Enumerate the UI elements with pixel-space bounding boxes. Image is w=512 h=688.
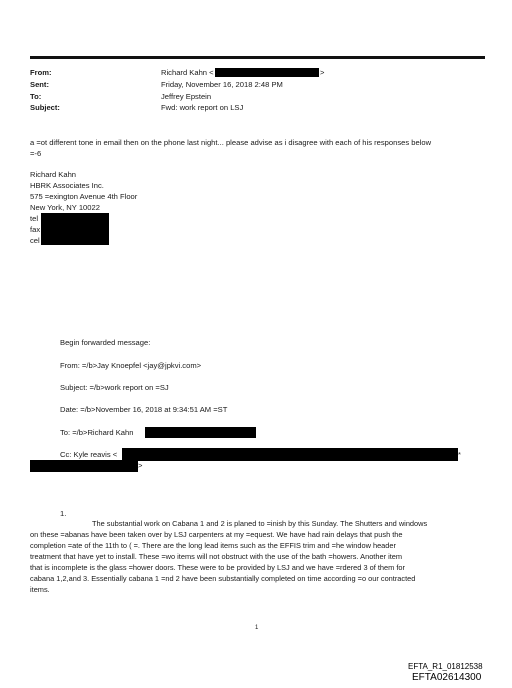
subject-value: Fwd: work report on LSJ	[161, 103, 244, 112]
sent-value: Friday, November 16, 2018 2:48 PM	[161, 80, 283, 89]
report-line-4: treatment that have yet to install. These =wo items will not obstruct with the use of the bath =howers. Another item	[30, 552, 403, 561]
to-label: To:	[30, 92, 42, 101]
body-line-1: a =ot different tone in email then on the phone last night... please advise as i disagree with each of his responses below	[30, 138, 432, 147]
forwarded-to: To: =/b>Richard Kahn	[60, 428, 134, 437]
forwarded-cc-tail: >	[138, 461, 143, 470]
signature-address-1: 575 =exington Avenue 4th Floor	[30, 192, 138, 201]
forwarded-date: Date: =/b>November 16, 2018 at 9:34:51 AM =ST	[60, 405, 228, 414]
subject-label: Subject:	[30, 103, 60, 112]
signature-tel: tel	[30, 214, 39, 223]
redaction-cc-line-2	[30, 460, 138, 472]
page-number: 1	[255, 625, 259, 631]
signature-address-2: New York, NY 10022	[30, 203, 100, 212]
forwarded-cc: Cc: Kyle reavis <	[60, 450, 118, 459]
sent-label: Sent:	[30, 80, 49, 89]
footer-id-2: EFTA02614300	[412, 672, 482, 683]
report-line-6: cabana 1,2,and 3. Essentially cabana 1 =nd 2 have been substantially completed on time according =o our contracted	[30, 574, 416, 583]
signature-name: Richard Kahn	[30, 170, 77, 179]
redaction-from-email	[215, 68, 319, 77]
forwarded-from: From: =/b>Jay Knoepfel <jay@jpkvi.com>	[60, 361, 202, 370]
report-line-5: that is incomplete is the glass =hower doors. These were to be provided by LSJ and we have =rdered 3 of them for	[30, 563, 405, 572]
to-value: Jeffrey Epstein	[161, 92, 212, 101]
signature-cel: cel	[30, 236, 40, 245]
from-label: From:	[30, 68, 52, 77]
from-tail: >	[320, 68, 325, 77]
report-line-2: on these =abanas have been taken over by LSJ carpenters at my =equest. We have had rain delays that push the	[30, 530, 403, 539]
forwarded-cc-star: *	[458, 450, 461, 459]
report-line-3: completion =ate of the 11th to ( =. There are the long lead items such as the EFFIS trim and =he window header	[30, 541, 396, 550]
footer-id-1: EFTA_R1_01812538	[408, 662, 483, 671]
redaction-phone-numbers	[41, 213, 109, 245]
signature-fax: fax	[30, 225, 41, 234]
redaction-to-email	[145, 427, 256, 438]
report-line-7: items.	[30, 585, 50, 594]
body-line-2: =-6	[30, 149, 42, 158]
signature-company: HBRK Associates Inc.	[30, 181, 104, 190]
redaction-cc-line-1	[122, 448, 458, 461]
report-number: 1.	[60, 509, 67, 518]
forwarded-intro: Begin forwarded message:	[60, 338, 151, 347]
forwarded-subject: Subject: =/b>work report on =SJ	[60, 383, 169, 392]
from-value: Richard Kahn <	[161, 68, 214, 77]
report-line-1: The substantial work on Cabana 1 and 2 is planed to =inish by this Sunday. The Shutters and windows	[92, 519, 428, 528]
header-rule	[30, 56, 485, 59]
